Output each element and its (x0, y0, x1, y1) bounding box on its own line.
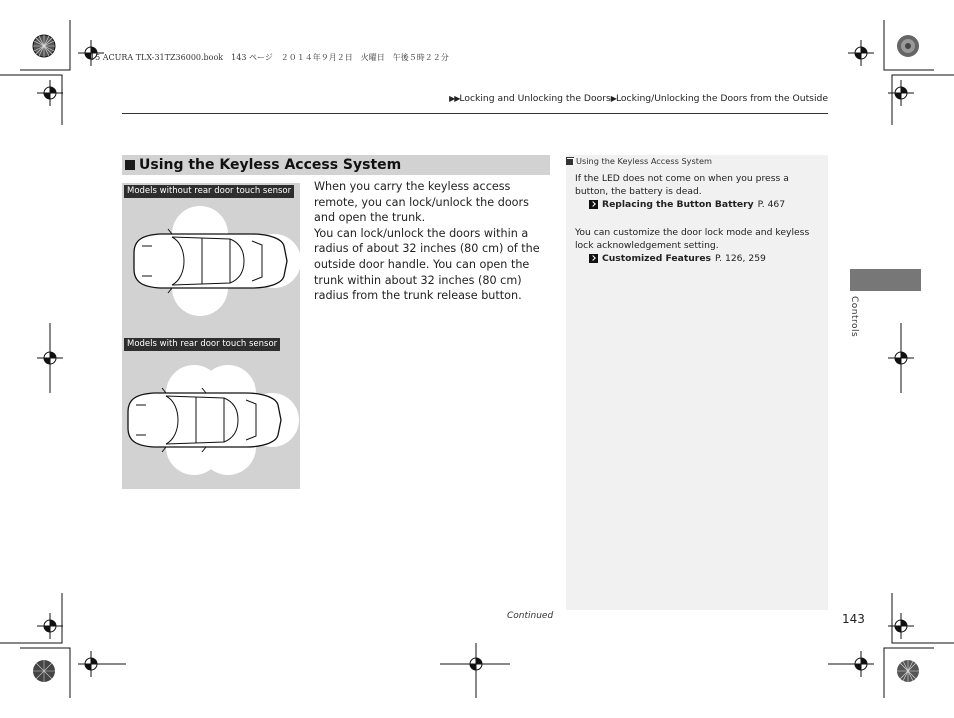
breadcrumb-double-arrow-icon: ▶▶ (449, 94, 460, 103)
header-rule (122, 113, 828, 114)
sidebar-reference-customized[interactable] (589, 253, 766, 264)
sidebar-paragraph-1: If the LED does not come on when you press a button, the battery is dead. (575, 173, 789, 198)
body-paragraph-2: You can lock/unlock the doors within a radius of about 32 inches (80 cm) of the outside door handle. You can open the trunk within about 32 inches (80 cm) radius from the trunk release button. (314, 226, 540, 303)
continued-note: Continued (507, 611, 554, 621)
breadcrumb-arrow-icon: ▶ (610, 94, 616, 103)
page-number: 143 (842, 612, 865, 626)
heading-square-icon (125, 160, 135, 170)
diagram-label-with-sensor: Models with rear door touch sensor (124, 338, 280, 351)
section-heading-text: Using the Keyless Access System (139, 157, 402, 173)
sidebar-paragraph-2: You can customize the door lock mode and keyless lock acknowledgement setting. (575, 227, 810, 252)
reference-battery-page: P. 467 (757, 199, 786, 210)
print-file-info: 15 ACURA TLX-31TZ36000.book 143 ページ ２０１４年９月２日 火曜日 午後５時２２分 (90, 53, 449, 62)
section-heading (122, 155, 550, 175)
breadcrumb-item-from-outside: Locking/Unlocking the Doors from the Outside (615, 93, 828, 104)
keyless-range-diagram-panel (122, 183, 300, 489)
chapter-tab-label: Controls (849, 296, 859, 338)
sidebar-title (566, 156, 712, 166)
cross-reference-icon (589, 254, 598, 263)
chapter-tab (850, 269, 921, 291)
car-diagram-without-rear-sensor (122, 201, 300, 321)
diagram-label-without-sensor: Models without rear door touch sensor (124, 185, 294, 198)
cross-reference-icon (589, 200, 598, 209)
body-text (314, 179, 552, 304)
reference-customized-label: Customized Features (602, 253, 712, 264)
breadcrumb (449, 93, 828, 104)
sidebar-reference-battery[interactable] (589, 199, 785, 210)
sidebar-title-text: Using the Keyless Access System (576, 156, 713, 166)
reference-battery-label: Replacing the Button Battery (602, 199, 754, 210)
note-marker-icon (566, 157, 574, 165)
body-paragraph-1: When you carry the keyless access remote, you can lock/unlock the doors and open the trunk. (314, 180, 529, 225)
car-diagram-with-rear-sensor (122, 355, 300, 485)
breadcrumb-item-locking-unlocking: Locking and Unlocking the Doors (459, 93, 611, 104)
reference-customized-page: P. 126, 259 (715, 253, 766, 264)
sidebar-notes (566, 155, 828, 610)
